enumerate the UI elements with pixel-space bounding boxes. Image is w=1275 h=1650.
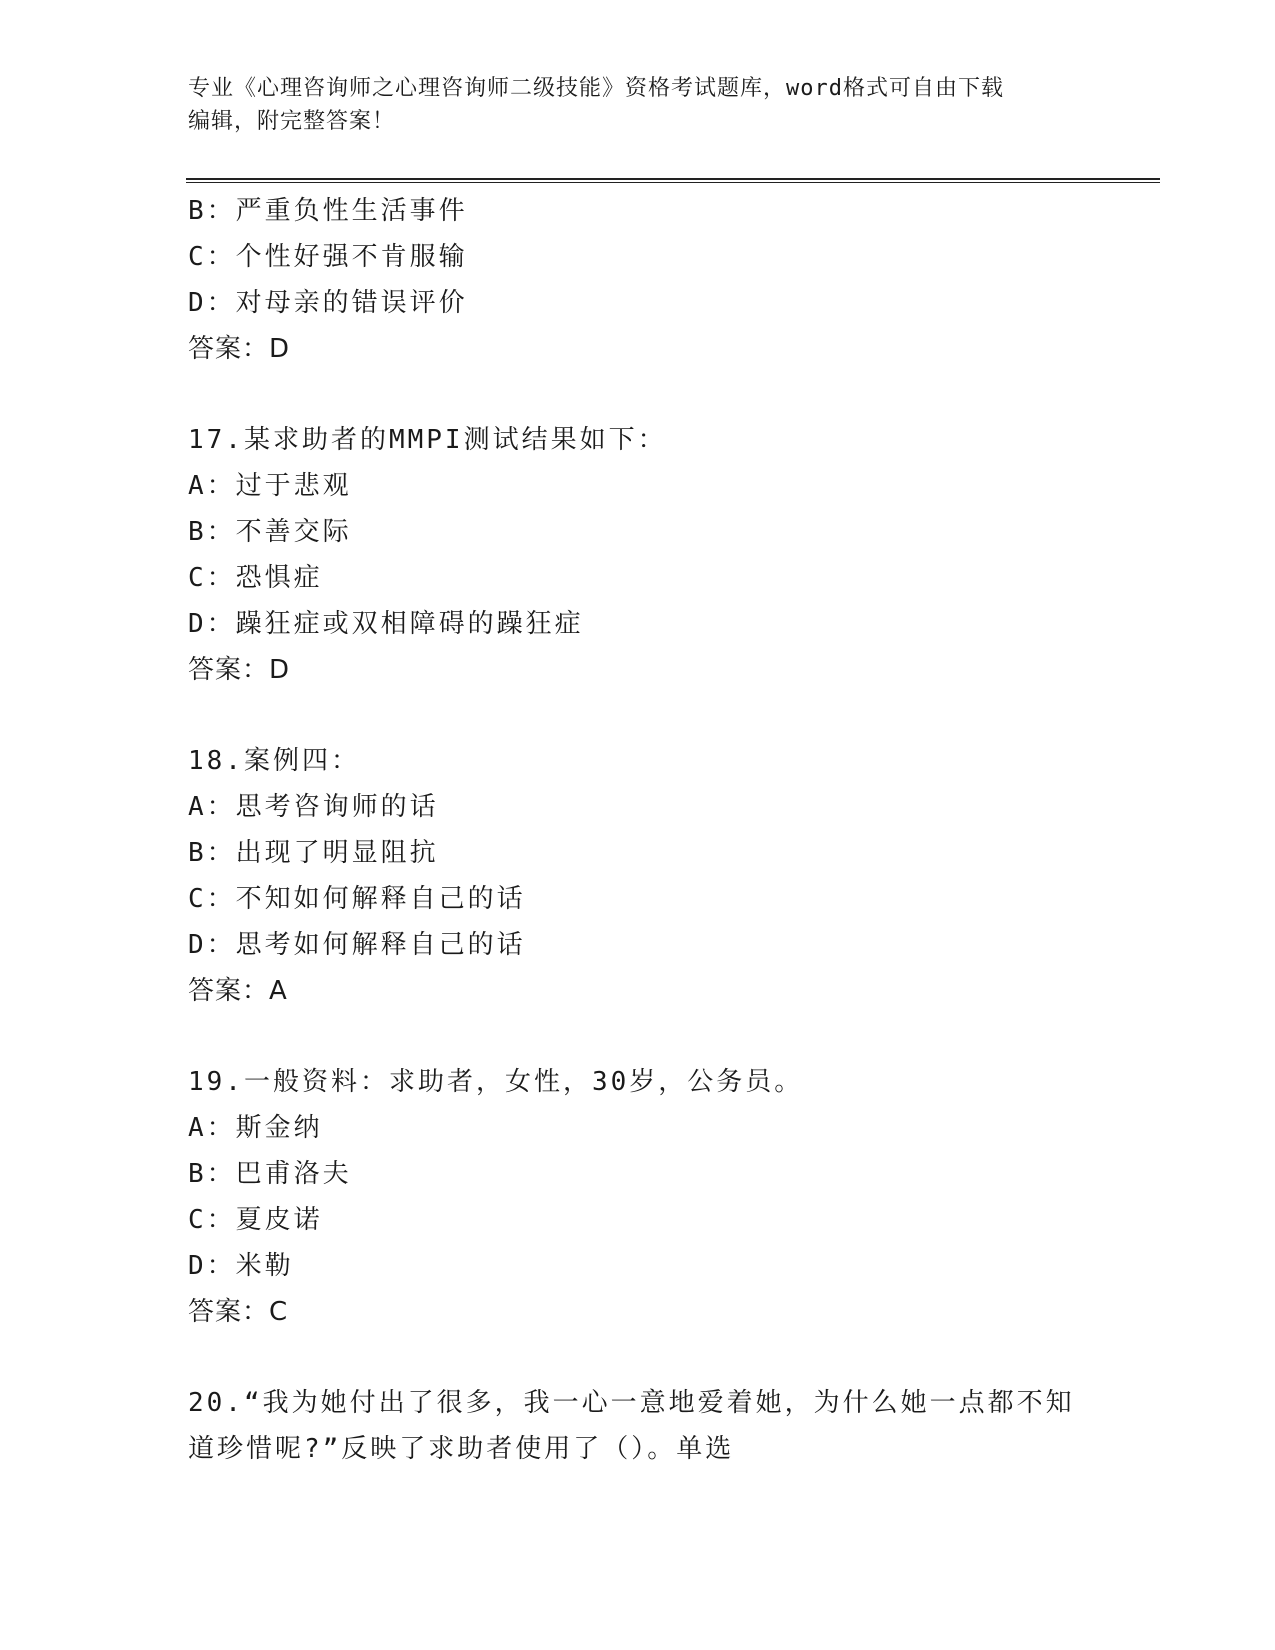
answer-line: 答案：C: [188, 1297, 289, 1327]
option-d: D：对母亲的错误评价: [188, 288, 468, 318]
option-b: B：严重负性生活事件: [188, 196, 468, 226]
option-c: C：不知如何解释自己的话: [188, 884, 526, 914]
option-c: C：个性好强不肯服输: [188, 242, 468, 272]
answer-line: 答案：D: [188, 334, 291, 364]
question-text-line-1: 20.“我为她付出了很多，我一心一意地爱着她，为什么她一点都不知: [188, 1388, 1075, 1418]
question-text: 18.案例四：: [188, 746, 360, 776]
option-b: B：不善交际: [188, 517, 352, 547]
document-header: [188, 72, 1088, 138]
option-d: D：躁狂症或双相障碍的躁狂症: [188, 609, 584, 639]
question-text: 17.某求助者的MMPI测试结果如下：: [188, 425, 667, 455]
answer-line: 答案：A: [188, 976, 288, 1006]
header-divider: [186, 178, 1160, 183]
question-list: [188, 188, 1128, 1472]
option-d: D：思考如何解释自己的话: [188, 930, 526, 960]
header-line-2: 编辑，附完整答案！: [188, 109, 396, 134]
option-d: D：米勒: [188, 1251, 294, 1281]
question-16-block: [188, 188, 1128, 372]
question-text: 19.一般资料：求助者，女性，30岁，公务员。: [188, 1067, 804, 1097]
option-c: C：夏皮诺: [188, 1205, 323, 1235]
question-text-line-2: 道珍惜呢?”反映了求助者使用了（）。单选: [188, 1434, 735, 1464]
question-17-block: [188, 417, 1128, 693]
option-a: A：斯金纳: [188, 1113, 323, 1143]
option-a: A：思考咨询师的话: [188, 792, 439, 822]
option-b: B：出现了明显阻抗: [188, 838, 439, 868]
header-line-1: 专业《心理咨询师之心理咨询师二级技能》资格考试题库，word格式可自由下载: [188, 76, 1004, 101]
option-c: C：恐惧症: [188, 563, 323, 593]
answer-line: 答案：D: [188, 655, 291, 685]
option-b: B：巴甫洛夫: [188, 1159, 352, 1189]
question-19-block: [188, 1059, 1128, 1335]
question-18-block: [188, 738, 1128, 1014]
option-a: A：过于悲观: [188, 471, 352, 501]
question-20-block: [188, 1380, 1128, 1472]
